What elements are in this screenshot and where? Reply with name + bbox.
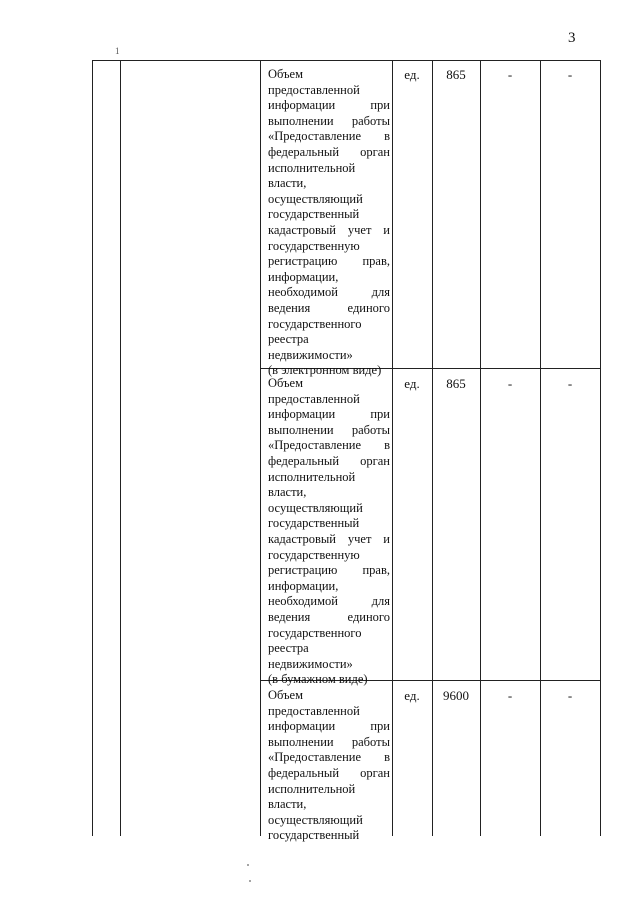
value-cell: 865 bbox=[446, 67, 466, 82]
table-border-right bbox=[600, 60, 601, 836]
col6-cell: - bbox=[567, 688, 573, 703]
unit-cell: ед. bbox=[404, 376, 420, 391]
scan-speck bbox=[247, 864, 249, 866]
col6-cell: - bbox=[567, 67, 573, 82]
col6-cell: - bbox=[567, 376, 573, 391]
row-description bbox=[268, 688, 390, 844]
col5-cell: - bbox=[507, 376, 513, 391]
col5-cell: - bbox=[507, 67, 513, 82]
value-cell: 9600 bbox=[443, 688, 469, 703]
table-divider bbox=[120, 60, 121, 836]
table-divider bbox=[260, 60, 261, 836]
row-description bbox=[268, 376, 390, 688]
value-cell: 865 bbox=[446, 376, 466, 391]
table-divider bbox=[540, 60, 541, 836]
description-text: Объем предоставленной информации при выполнении работы «Предоставление в федеральный орган исполнительной власти, осуществляющий государственный кадастровый учет и государственную регистрацию прав, информации, необходимой для ведения единого государственного реестра недвижимости» bbox=[268, 376, 390, 671]
table-border-left bbox=[92, 60, 93, 836]
col5-cell: - bbox=[507, 688, 513, 703]
unit-cell: ед. bbox=[404, 67, 420, 82]
unit-cell: ед. bbox=[404, 688, 420, 703]
corner-mark: 1 bbox=[115, 46, 120, 56]
format-text: (в электронном виде) bbox=[268, 363, 382, 378]
data-table bbox=[80, 60, 600, 843]
format-text: (в бумажном виде) bbox=[268, 672, 368, 687]
page-number: 3 bbox=[568, 30, 576, 46]
scan-speck bbox=[249, 880, 251, 882]
table-divider bbox=[432, 60, 433, 836]
table-divider bbox=[480, 60, 481, 836]
table-border-top bbox=[92, 60, 601, 61]
row-description bbox=[268, 67, 390, 379]
description-text: Объем предоставленной информации при выполнении работы «Предоставление в федеральный орган исполнительной власти, осуществляющий государственный bbox=[268, 688, 390, 843]
description-text: Объем предоставленной информации при выполнении работы «Предоставление в федеральный орган исполнительной власти, осуществляющий государственный кадастровый учет и государственную регистрацию прав, информации, необходимой для ведения единого государственного реестра недвижимости» bbox=[268, 67, 390, 362]
table-divider bbox=[392, 60, 393, 836]
